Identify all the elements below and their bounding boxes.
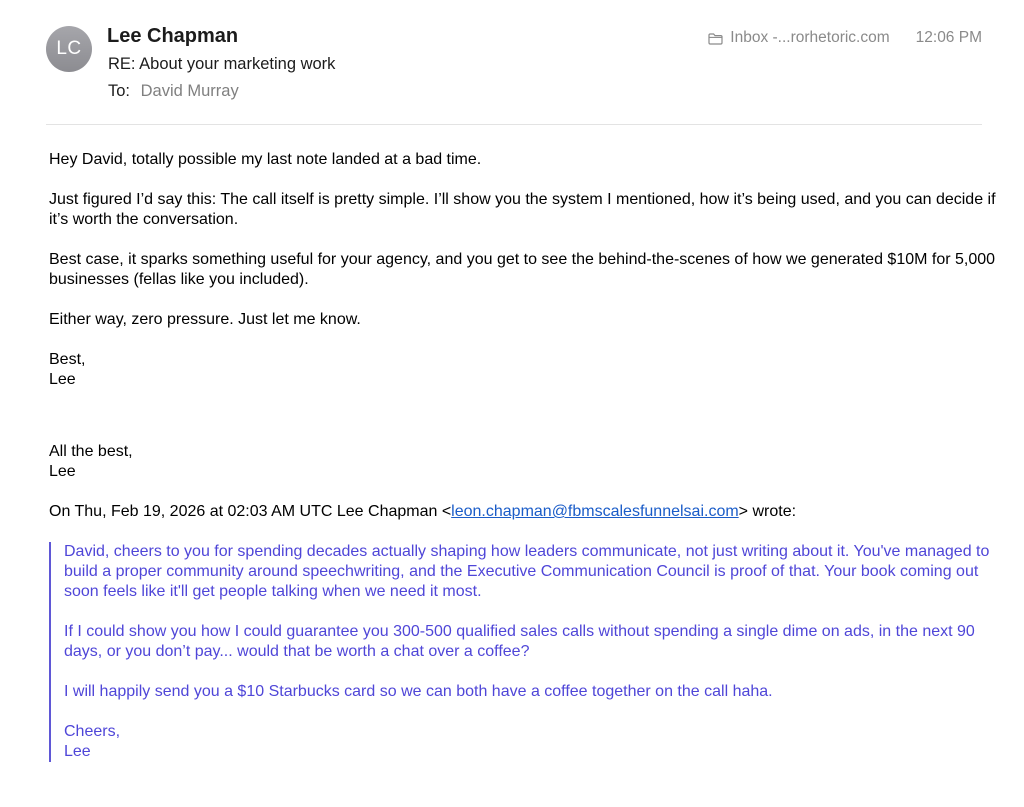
signature-name: Lee [49, 463, 76, 480]
avatar[interactable]: LC [46, 26, 92, 72]
folder-icon [708, 32, 723, 44]
signoff-name: Lee [49, 371, 76, 388]
recipient-name[interactable]: David Murray [140, 82, 239, 100]
sender-name[interactable]: Lee Chapman [107, 25, 239, 47]
subject-line: RE: About your marketing work [108, 55, 336, 73]
reply-greeting: Hey David, totally possible my last note landed at a bad time. [49, 151, 482, 168]
reply-paragraph: Either way, zero pressure. Just let me know. [49, 311, 361, 328]
reply-signoff [49, 350, 1004, 390]
quote-attribution [49, 502, 1004, 522]
message-time: 12:06 PM [915, 29, 982, 46]
reply-paragraph: Best case, it sparks something useful for your agency, and you get to see the behind-the-scenes of how we generated $10M for 5,000 businesses (fellas like you included). [49, 251, 996, 288]
mailbox-label[interactable]: Inbox -...rorhetoric.com [730, 29, 890, 46]
attribution-prefix: On Thu, Feb 19, 2026 at 02:03 AM UTC Lee Chapman < [49, 503, 452, 520]
quoted-paragraph: If I could show you how I could guarantee you 300-500 qualified sales calls without spending a single dime on ads, in the next 90 days, or you don’t pay... would that be worth a chat over a coffee? [64, 623, 975, 660]
to-label: To: [108, 82, 131, 100]
attribution-suffix: > wrote: [738, 503, 797, 520]
message-meta [708, 29, 982, 47]
recipient-row [108, 82, 239, 101]
signoff-text: Best, [49, 351, 86, 368]
header-divider [46, 124, 982, 125]
reply-paragraph: Just figured I’d say this: The call itself is pretty simple. I’ll show you the system I mentioned, how it’s being used, and you can decide if it’s worth the conversation. [49, 191, 996, 228]
quoted-message [49, 542, 1004, 762]
quoted-signoff-text: Cheers, [64, 723, 121, 740]
quoted-signoff-name: Lee [64, 743, 91, 760]
message-body [49, 150, 1004, 762]
message-header [0, 0, 1024, 125]
quoted-paragraph: I will happily send you a $10 Starbucks card so we can both have a coffee together on the call haha. [64, 683, 773, 700]
sender-email-link[interactable]: leon.chapman@fbmscalesfunnelsai.com [451, 503, 739, 520]
signature-text: All the best, [49, 443, 133, 460]
quoted-signoff [64, 722, 1004, 762]
quoted-paragraph: David, cheers to you for spending decades actually shaping how leaders communicate, not just writing about it. You've managed to build a proper community around speechwriting, and the Executive Communication Council is proof of that. Your book coming out soon feels like it'll get people talking when we need it most. [64, 543, 990, 600]
reply-signature [49, 442, 1004, 482]
